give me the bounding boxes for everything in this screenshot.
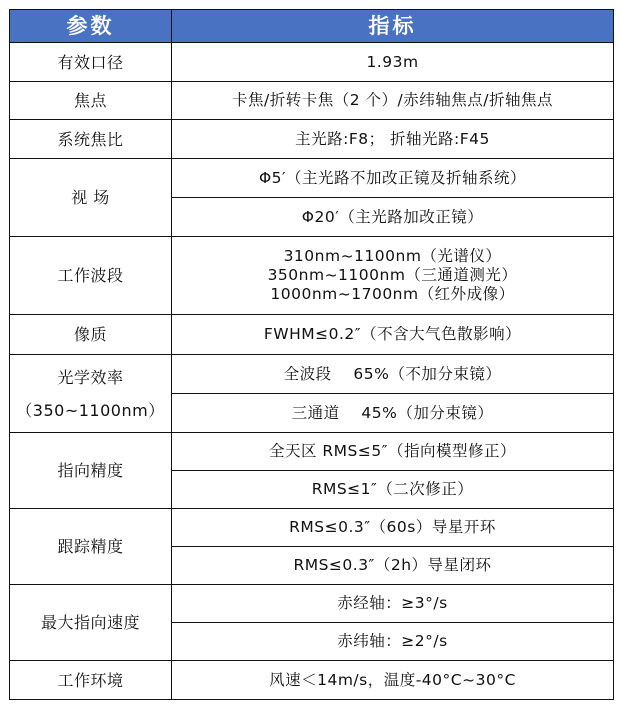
table-row [10,82,614,120]
table-row [10,315,614,355]
pointing-label: 指向精度 [10,433,172,509]
tracking-value-2: RMS≤0.3″（2h）导星闭环 [172,547,614,585]
spec-table [9,9,614,700]
pointing-value-1: 全天区 RMS≤5″（指向模型修正） [172,433,614,471]
aperture-value: 1.93m [172,43,614,82]
fov-value-1: Φ5′（主光路不加改正镜及折轴系统） [172,159,614,198]
efficiency-label-main: 光学效率 [57,367,124,387]
focus-value: 卡焦/折转卡焦（2 个）/赤纬轴焦点/折轴焦点 [172,82,614,120]
efficiency-label [10,355,172,433]
max-speed-value-2: 赤纬轴：≥2°/s [172,623,614,661]
efficiency-label-sub: （350~1100nm） [16,400,165,420]
table-row [10,355,614,394]
pointing-value-2: RMS≤1″（二次修正） [172,471,614,509]
table-row [10,433,614,471]
header-param: 参数 [10,10,172,43]
efficiency-value-2: 三通道 45%（加分束镜） [172,394,614,433]
table-row [10,237,614,315]
table-row [10,43,614,82]
focal-ratio-label: 系统焦比 [10,120,172,159]
fov-label: 视 场 [10,159,172,237]
fov-value-2: Φ20′（主光路加改正镜） [172,198,614,237]
table-row [10,585,614,623]
image-quality-label: 像质 [10,315,172,355]
environment-value: 风速＜14m/s，温度-40°C~30°C [172,661,614,700]
band-value [172,237,614,315]
image-quality-value: FWHM≤0.2″（不含大气色散影响） [172,315,614,355]
aperture-label: 有效口径 [10,43,172,82]
table-row [10,509,614,547]
focal-ratio-value: 主光路:F8； 折轴光路:F45 [172,120,614,159]
header-row [10,10,614,43]
max-speed-value-1: 赤经轴：≥3°/s [172,585,614,623]
table-row [10,661,614,700]
table-row [10,159,614,198]
environment-label: 工作环境 [10,661,172,700]
band-line-3: 1000nm~1700nm（红外成像） [270,285,515,303]
band-line-2: 350nm~1100nm（三通道测光） [267,266,518,284]
band-label: 工作波段 [10,237,172,315]
focus-label: 焦点 [10,82,172,120]
table-row [10,120,614,159]
tracking-value-1: RMS≤0.3″（60s）导星开环 [172,509,614,547]
max-speed-label: 最大指向速度 [10,585,172,661]
header-index: 指标 [172,10,614,43]
efficiency-value-1: 全波段 65%（不加分束镜） [172,355,614,394]
tracking-label: 跟踪精度 [10,509,172,585]
band-line-1: 310nm~1100nm（光谱仪） [283,247,502,265]
